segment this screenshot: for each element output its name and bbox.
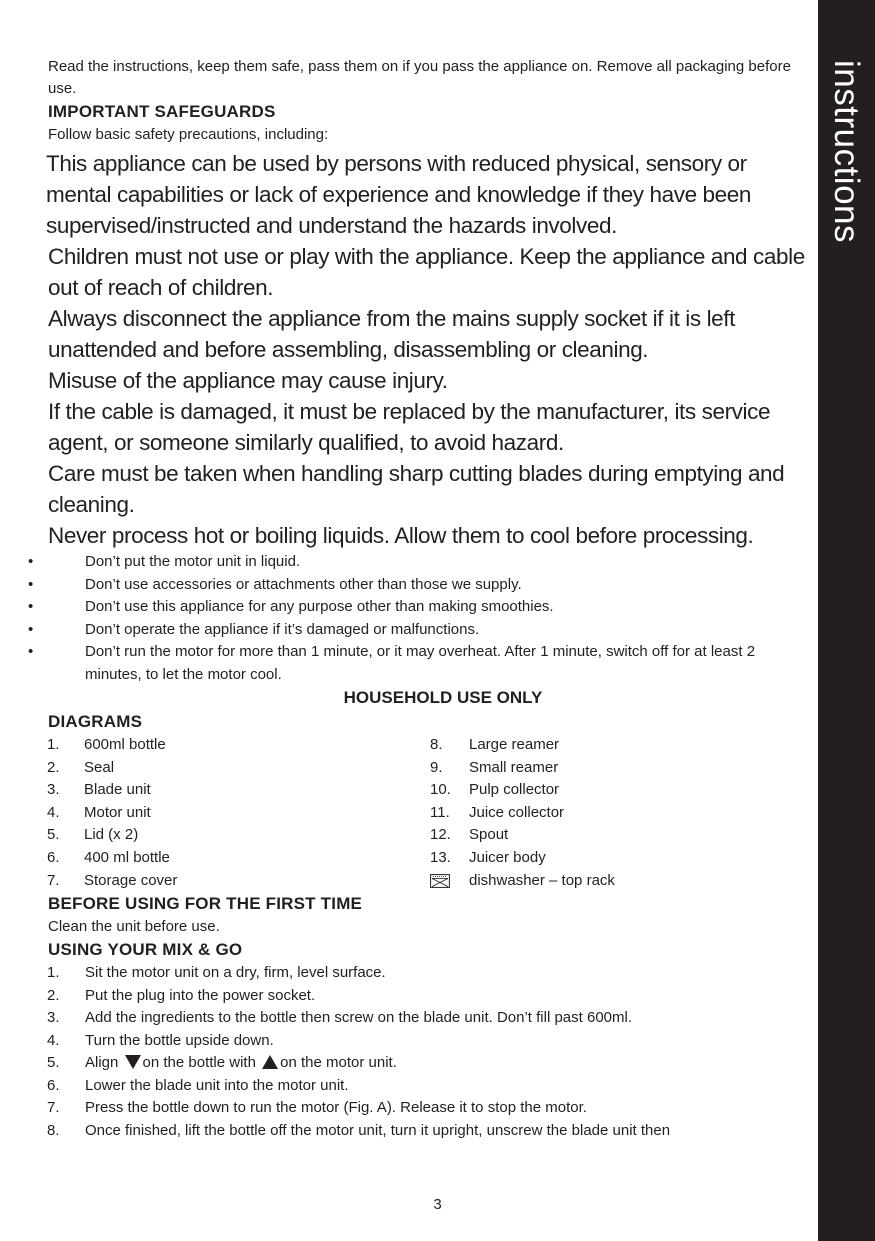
triangle-up-icon [262,1055,278,1069]
diagram-part: 11. Juice collector [430,803,565,821]
step-item: 3. Add the ingredients to the bottle then screw on the blade unit. Don’t fill past 600ml. [47,1009,633,1026]
diagram-part: 3. Blade unit [47,781,151,799]
warning-item: Always disconnect the appliance from the mains supply socket if it is left unattended and before assembling, disassembling or cleaning. [48,306,735,362]
step-item: 5. Align on the bottle with on the motor unit. [47,1054,397,1071]
diagram-part: 8. Large reamer [430,736,560,753]
dishwasher-label: dishwasher – top rack [469,871,615,889]
dishwasher-icon [430,874,450,888]
household-use-heading: HOUSEHOLD USE ONLY [343,688,543,707]
warning-item: If the cable is damaged, it must be replaced by the manufacturer, its service agent, or someone similarly qualified, to avoid hazard. [48,399,771,455]
bullet-item: • Don’t operate the appliance if it’s damaged or malfunctions. [48,619,808,642]
dishwasher-note [430,870,810,893]
steps-list [48,962,808,1142]
bullet-item: • Don’t use this appliance for any purpose other than making smoothies. [48,596,808,619]
sidebar-tab [818,0,875,1241]
bullet-marker: • [28,643,34,660]
diagrams-left-column [47,734,407,892]
diagram-part: 13. Juicer body [430,848,546,866]
step-item: 6. Lower the blade unit into the motor unit. [47,1076,349,1094]
diagram-part: 12. Spout [430,826,509,844]
bullet-marker: • [28,575,34,593]
bullet-item: • Don’t put the motor unit in liquid. [48,551,808,574]
diagram-part: 2. Seal [47,758,115,776]
step-item: 4. Turn the bottle upside down. [47,1031,274,1049]
sidebar-label: instructions [827,60,866,244]
bullet-item: • Don’t run the motor for more than 1 minute, or it may overheat. After 1 minute, switch off for at least 2 minutes, to let the motor cool. [28,643,756,683]
warning-item: Care must be taken when handling sharp cutting blades during emptying and cleaning. [48,461,785,517]
content [28,56,808,1142]
warning-item: Children must not use or play with the appliance. Keep the appliance and cable out of reach of children. [48,244,805,300]
diagram-part: 1. 600ml bottle [47,736,166,753]
diagram-part: 7. Storage cover [47,871,178,889]
warnings-list [48,148,808,551]
warning-item: This appliance can be used by persons with reduced physical, sensory or mental capabilities or lack of experience and knowledge if they have been supervised/instructed and understand the hazards involved. [46,151,752,238]
diagram-part: 10. Pulp collector [430,781,560,799]
safeguards-lead: Follow basic safety precautions, including: [48,126,329,143]
bullet-list [28,551,808,686]
diagram-part: 6. 400 ml bottle [47,848,170,866]
warning-item: Never process hot or boiling liquids. Allow them to cool before processing. [48,523,754,548]
bullet-marker: • [28,620,34,638]
step-item: 2. Put the plug into the power socket. [47,986,316,1004]
before-first-use-text: Clean the unit before use. [48,918,220,935]
diagrams-heading: DIAGRAMS [48,712,143,731]
diagram-part: 9. Small reamer [430,758,559,776]
step-item: 1. Sit the motor unit on a dry, firm, level surface. [47,964,386,981]
bullet-item: • Don’t use accessories or attachments other than those we supply. [48,574,808,597]
safeguards-heading: IMPORTANT SAFEGUARDS [48,102,276,121]
using-heading: USING YOUR MIX & GO [48,940,243,959]
page-number: 3 [433,1196,442,1213]
before-first-use-heading: BEFORE USING FOR THE FIRST TIME [48,894,363,913]
triangle-down-icon [125,1055,141,1069]
diagrams-list [48,734,808,892]
step-item: 8. Once finished, lift the bottle off the motor unit, turn it upright, unscrew the blade unit then [47,1121,671,1139]
diagrams-right-column [430,734,810,892]
diagram-part: 4. Motor unit [47,803,151,821]
warning-item: Misuse of the appliance may cause injury. [48,368,448,393]
intro-text: Read the instructions, keep them safe, pass them on if you pass the appliance on. Remove all packaging before use. [48,58,791,97]
bullet-marker: • [28,553,34,570]
bullet-marker: • [28,598,34,615]
diagram-part: 5. Lid (x 2) [47,826,139,844]
step-item: 7. Press the bottle down to run the motor (Fig. A). Release it to stop the motor. [47,1099,587,1116]
